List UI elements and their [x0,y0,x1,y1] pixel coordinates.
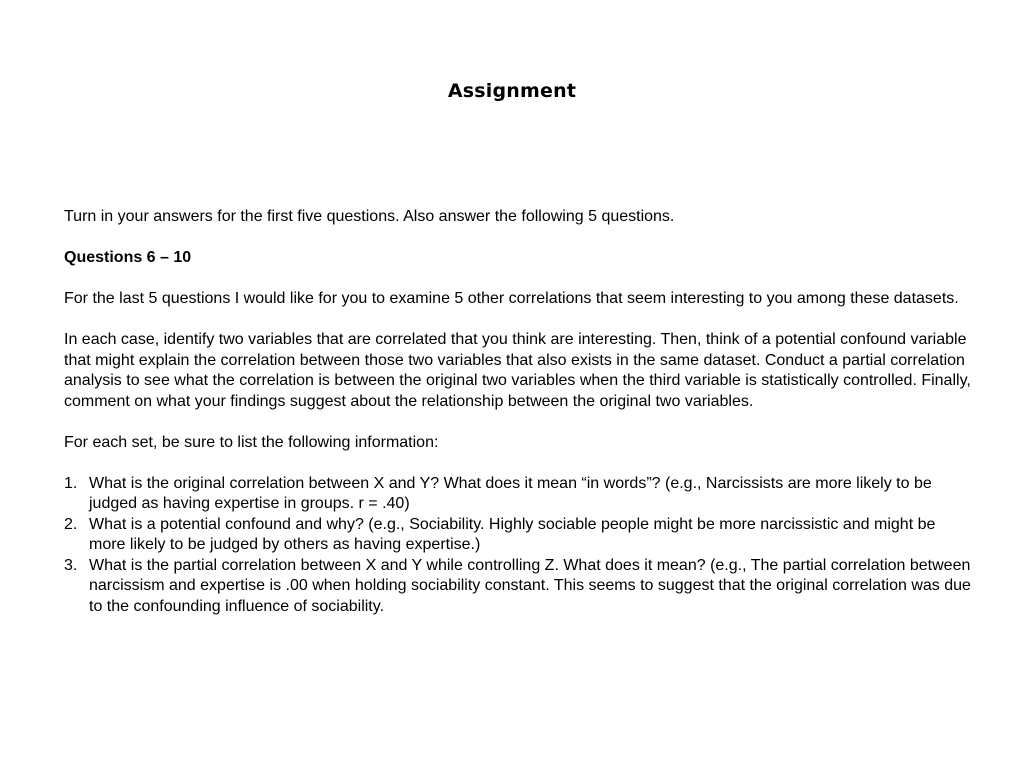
list-item-number: 3. [64,556,78,574]
intro-paragraph: Turn in your answers for the first five questions. Also answer the following 5 questions. [64,208,675,225]
page-title: Assignment [447,80,577,102]
list-item-text: What is a potential confound and why? (e.g., Sociability. Highly sociable people might be more narcissistic and might be more likely to be judged by others as having expertise.) [89,515,936,553]
slide-body [64,207,974,617]
list-item-number: 2. [64,515,78,533]
list-item-text: What is the original correlation between X and Y? What does it mean “in words”? (e.g., Narcissists are more likely to be judged as having expertise in groups. r = .40) [89,474,932,512]
numbered-list [64,474,974,618]
questions-heading: Questions 6 – 10 [64,249,192,266]
list-intro: For each set, be sure to list the following information: [64,433,439,451]
instructions-paragraph-2: In each case, identify two variables that are correlated that you think are interesting. Then, think of a potential confound variable that might explain the correlation between those two variables that also exists in the same dataset. Conduct a partial correlation analysis to see what the correlation is between the original two variables when the third variable is statistically controlled. Finally, comment on what your findings suggest about the relationship between the original two variables. [64,331,971,410]
list-item [64,556,974,618]
list-item [64,474,974,515]
instructions-paragraph-1: For the last 5 questions I would like for you to examine 5 other correlations that seem interesting to you among these datasets. [64,290,959,307]
list-item [64,515,974,556]
list-item-text: What is the partial correlation between X and Y while controlling Z. What does it mean? (e.g., The partial correlation between narcissism and expertise is .00 when holding sociability constant. This seems to suggest that the original correlation was due to the confounding influence of sociability. [89,556,971,615]
list-item-number: 1. [64,474,78,492]
